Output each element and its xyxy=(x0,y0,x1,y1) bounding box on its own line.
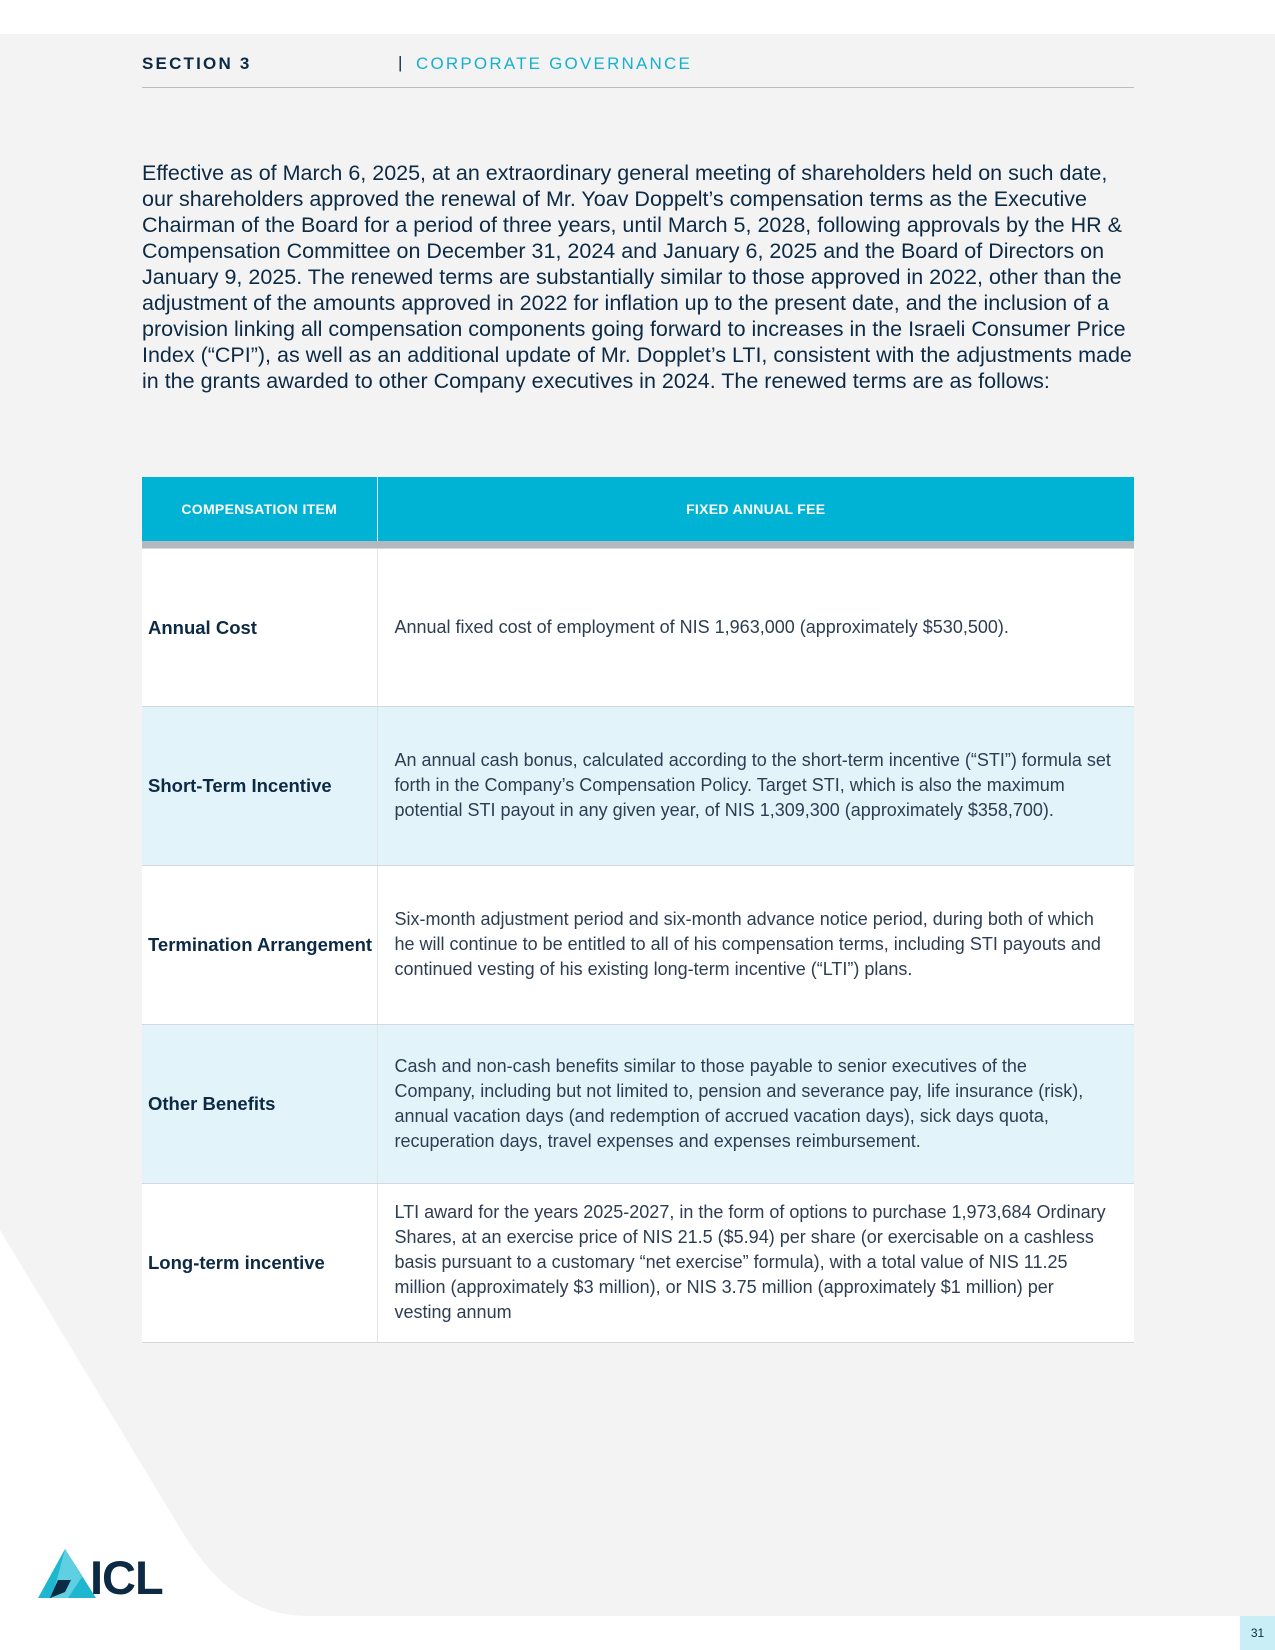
column-header-fixed-annual-fee: FIXED ANNUAL FEE xyxy=(377,477,1134,541)
page-number: 31 xyxy=(1240,1616,1275,1650)
row-fee-description: Annual fixed cost of employment of NIS 1,963,000 (approximately $530,500). xyxy=(377,548,1134,706)
row-item-label: Other Benefits xyxy=(142,1024,377,1183)
logo-triangle-icon xyxy=(38,1547,98,1603)
intro-paragraph: Effective as of March 6, 2025, at an extraordinary general meeting of shareholders held on such date, our shareholders approved the renewal of Mr. Yoav Doppelt’s compensation terms as the Executive Chairman of the Board for a period of three years, until March 5, 2028, following approvals by the HR & Compensation Committee on December 31, 2024 and January 6, 2025 and the Board of Directors on January 9, 2025. The renewed terms are substantially similar to those approved in 2022, other than the adjustment of the amounts approved in 2022 for inflation up to the present date, and the inclusion of a provision linking all compensation components going forward to increases in the Israeli Consumer Price Index (“CPI”), as well as an additional update of Mr. Dopplet’s LTI, consistent with the adjustments made in the grants awarded to other Company executives in 2024. The renewed terms are as follows: xyxy=(142,161,1132,393)
row-item-label: Long-term incentive xyxy=(142,1183,377,1342)
row-item-label: Termination Arrangement xyxy=(142,865,377,1024)
section-header xyxy=(142,52,1134,88)
table-row xyxy=(142,706,1134,865)
column-header-compensation-item: COMPENSATION ITEM xyxy=(142,477,377,541)
table-header-row xyxy=(142,477,1134,541)
row-item-label: Short-Term Incentive xyxy=(142,706,377,865)
row-fee-description: Six-month adjustment period and six-month advance notice period, during both of which he will continue to be entitled to all of his compensation terms, including STI payouts and continued vesting of his existing long-term incentive (“LTI”) plans. xyxy=(377,865,1134,1024)
section-label: SECTION 3 xyxy=(142,54,252,73)
table-row xyxy=(142,1024,1134,1183)
section-title: CORPORATE GOVERNANCE xyxy=(416,54,693,73)
header-separator: | xyxy=(398,53,403,72)
row-fee-description: LTI award for the years 2025-2027, in the form of options to purchase 1,973,684 Ordinary Shares, at an exercise price of NIS 21.5 ($5.94) per share (or exercisable on a cashless basis pursuant to a customary “net exercise” formula), with a total value of NIS 11.25 million (approximately $3 million), or NIS 3.75 million (approximately $1 million) per vesting annum xyxy=(377,1183,1134,1342)
table-row xyxy=(142,548,1134,706)
row-item-label: Annual Cost xyxy=(142,548,377,706)
table-row xyxy=(142,1183,1134,1342)
table-row xyxy=(142,865,1134,1024)
icl-logo xyxy=(38,1547,168,1603)
row-fee-description: Cash and non-cash benefits similar to those payable to senior executives of the Company, including but not limited to, pension and severance pay, life insurance (risk), annual vacation days (and redemption of accrued vacation days), sick days quota, recuperation days, travel expenses and expenses reimbursement. xyxy=(377,1024,1134,1183)
compensation-table xyxy=(142,477,1134,1343)
logo-wordmark: ICL xyxy=(90,1551,163,1604)
header-separator-bar xyxy=(142,541,1134,548)
row-fee-description: An annual cash bonus, calculated according to the short-term incentive (“STI”) formula set forth in the Company’s Compensation Policy. Target STI, which is also the maximum potential STI payout in any given year, of NIS 1,309,300 (approximately $358,700). xyxy=(377,706,1134,865)
